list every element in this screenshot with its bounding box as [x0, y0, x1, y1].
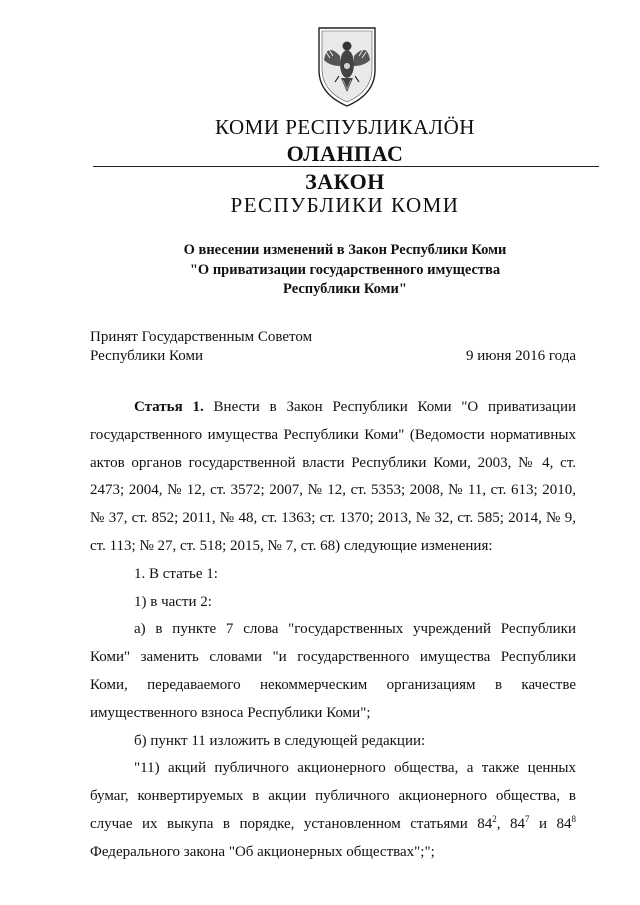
superscript-1: 2 — [492, 813, 497, 824]
coat-of-arms-icon — [297, 22, 397, 108]
item-1: 1. В статье 1: — [134, 565, 218, 582]
article-1-paragraph — [90, 394, 576, 561]
header-zakon: ЗАКОН — [305, 169, 385, 194]
item-11-end: Федерального закона "Об акционерных обществах";"; — [90, 843, 435, 860]
law-title-line-1: О внесении изменений в Закон Республики Коми — [183, 242, 507, 258]
adopted-by-line-1: Принят Государственным Советом — [90, 329, 313, 345]
law-title-line-2: "О приватизации государственного имущества — [189, 262, 501, 278]
article-1-label: Статья 1. — [134, 399, 204, 415]
adopted-by-line-2: Республики Коми — [90, 348, 203, 364]
separator-2: и 84 — [529, 815, 572, 832]
item-11-text — [90, 755, 576, 866]
article-1-text: Внести в Закон Республики Коми "О приватизации государственного имущества Республики Коми" (Ведомости нормативных актов органов государственной власти Республики Коми, 2003, № 4, ст. 2473; 2004, № 12, ст. 3572; 2007, № 12, ст. 5353; 2008, № 11, ст. 613; 2010, № 37, ст. 852; 2011, № 48, ст. 1363; ст. 1370; 2013, № 32, ст. 585; 2014, № 9, ст. 113; № 27, ст. 518; 2015, № 7, ст. 68) следующие изменения: — [90, 399, 576, 554]
header-republic: РЕСПУБЛИКИ КОМИ — [230, 193, 460, 217]
law-body — [90, 394, 576, 867]
item-1-1-a: а) в пункте 7 слова "государственных учреждений Республики Коми" заменить словами "и государственного имущества Республики Коми, передаваемого некоммерческим организациям в качестве имущественного взноса Республики Коми"; — [90, 621, 576, 721]
header-divider — [93, 166, 599, 167]
adoption-date: 9 июня 2016 года — [465, 348, 576, 364]
header-olanpas: ОЛАНПАС — [286, 141, 404, 166]
item-11-main: "11) акций публичного акционерного общества, а также ценных бумаг, конвертируемых в акции публичного акционерного общества, в случае их выкупа в порядке, установленном статьями 84 — [90, 760, 576, 832]
superscript-3: 8 — [571, 813, 577, 824]
header-komi-line: КОМИ РЕСПУБЛИКАЛӦН — [215, 115, 475, 139]
law-title-line-3: Республики Коми" — [283, 281, 407, 297]
item-1-1-b: б) пункт 11 изложить в следующей редакции: — [134, 732, 426, 749]
separator-1: , 84 — [496, 815, 525, 832]
item-1-1: 1) в части 2: — [134, 593, 212, 610]
superscript-2: 7 — [524, 813, 530, 824]
